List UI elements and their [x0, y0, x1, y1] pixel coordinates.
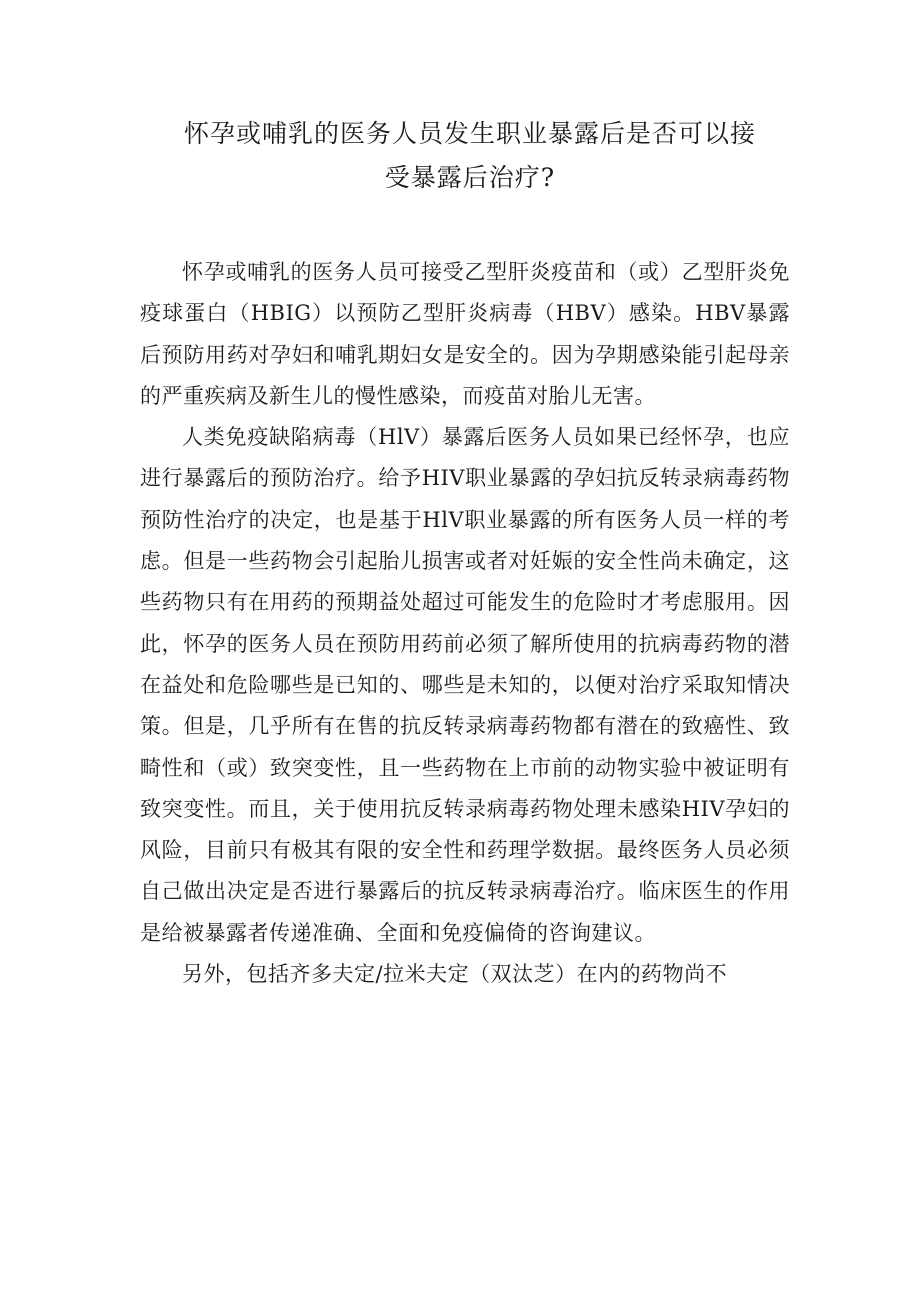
- document-body: [140, 252, 790, 995]
- paragraph-hbv: 怀孕或哺乳的医务人员可接受乙型肝炎疫苗和（或）乙型肝炎免疫球蛋白（HBIG）以预防乙型肝炎病毒（HBV）感染。HBV暴露后预防用药对孕妇和哺乳期妇女是安全的。因为孕期感染能引起母亲的严重疾病及新生儿的慢性感染，而疫苗对胎儿无害。: [140, 260, 790, 408]
- paragraph-hiv: 人类免疫缺陷病毒（HlV）暴露后医务人员如果已经怀孕，也应进行暴露后的预防治疗。给予HIV职业暴露的孕妇抗反转录病毒药物预防性治疗的决定，也是基于HlV职业暴露的所有医务人员一样的考虑。但是一些药物会引起胎儿损害或者对妊娠的安全性尚未确定，这些药物只有在用药的预期益处超过可能发生的危险时才考虑服用。因此，怀孕的医务人员在预防用药前必须了解所使用的抗病毒药物的潜在益处和危险哪些是已知的、哪些是未知的，以便对治疗采取知情决策。但是，几乎所有在售的抗反转录病毒药物都有潜在的致癌性、致畸性和（或）致突变性，且一些药物在上市前的动物实验中被证明有致突变性。而且，关于使用抗反转录病毒药物处理未感染HIV孕妇的风险，目前只有极其有限的安全性和药理学数据。最终医务人员必须自己做出决定是否进行暴露后的抗反转录病毒治疗。临床医生的作用是给被暴露者传递准确、全面和免疫偏倚的咨询建议。: [140, 425, 790, 945]
- document-title: [120, 112, 820, 200]
- title-line-2: 受暴露后治疗?: [384, 163, 556, 192]
- title-line-1: 怀孕或哺乳的医务人员发生职业暴露后是否可以接: [183, 119, 756, 148]
- paragraph-additional: 另外，包括齐多夫定/拉米夫定（双汰芝）在内的药物尚不: [182, 962, 728, 987]
